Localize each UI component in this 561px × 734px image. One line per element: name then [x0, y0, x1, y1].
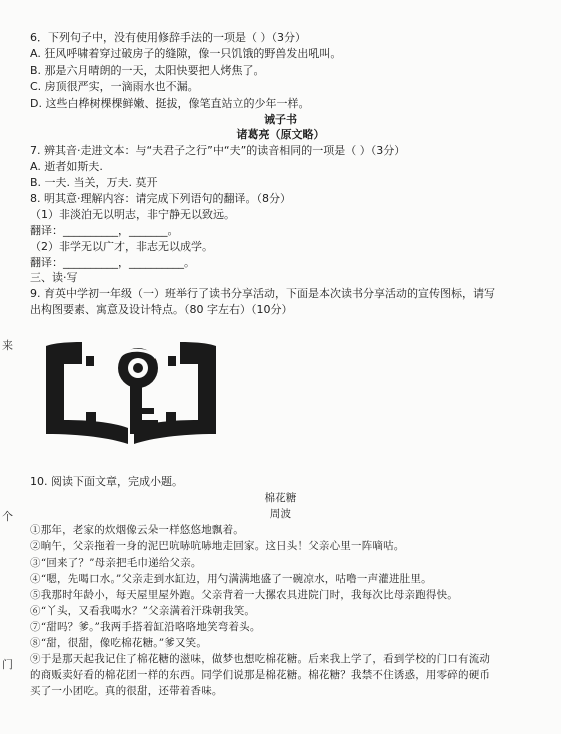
q6-option-b: B. 那是六月晴朗的一天，太阳快要把人烤焦了。 — [30, 64, 265, 77]
q8-sentence-2: （2）非学无以广才，非志无以成学。 — [30, 240, 213, 253]
passage-title: 诫子书 — [264, 113, 297, 126]
q10-stem: 10. 阅读下面文章，完成小题。 — [30, 475, 183, 488]
story-title: 棉花糖 — [264, 492, 297, 504]
q8-stem: 8. 明其意·理解内容：请完成下列语句的翻译。（8分） — [30, 192, 291, 205]
q8-sentence-1: （1）非淡泊无以明志，非宁静无以致远。 — [30, 208, 235, 221]
story-paragraph: 的商贩卖好看的棉花团一样的东西。同学们说那是棉花糖。棉花糖？我禁不住诱惑，用零碎的硬币 — [30, 669, 491, 681]
q7-option-b: B. 一夫. 当关，万夫. 莫开 — [30, 176, 158, 189]
section-heading: 三、读·写 — [30, 271, 78, 284]
margin-char-1: 来 — [2, 339, 13, 352]
story-paragraph: ⑧“甜，很甜，像吃棉花糖。”爹又笑。 — [30, 637, 208, 649]
passage-author: 诸葛亮（原文略） — [236, 128, 325, 141]
q6-stem: 6．下列句子中，没有使用修辞手法的一项是（ ）（3分） — [30, 31, 306, 44]
story-paragraph: ②晌午，父亲拖着一身的泥巴吭哧吭哧地走回家。这日头！父亲心里一阵嘀咕。 — [30, 540, 405, 552]
q8-translation-2: 翻译：__________，__________。 — [30, 256, 195, 269]
margin-char-3: 门 — [2, 658, 13, 671]
q9-stem-line1: 9. 育英中学初一年级（一）班举行了读书分享活动，下面是本次读书分享活动的宣传图标，请写 — [30, 287, 495, 300]
q7-option-a: A. 逝者如斯夫. — [30, 160, 103, 173]
q6-option-d: D. 这些白桦树棵棵鲜嫩、挺拔，像笔直站立的少年一样。 — [30, 97, 310, 110]
q6-option-c: C. 房顶很严实，一滴雨水也不漏。 — [30, 80, 199, 93]
margin-char-2: 个 — [2, 510, 13, 523]
story-paragraph: 买了一小团吃。真的很甜，还带着香味。 — [30, 685, 223, 697]
q9-stem-line2: 出构图要素、寓意及设计特点。（80 字左右）（10分） — [30, 303, 293, 316]
q7-stem: 7. 辨其音·走进文本：与“夫君子之行”中“夫”的读音相同的一项是（ ）（3分） — [30, 144, 406, 157]
story-paragraph: ⑦“甜吗？爹。”我两手搭着缸沿咯咯地笑弯着头。 — [30, 621, 261, 633]
book-key-logo-icon — [42, 328, 220, 446]
story-author: 周波 — [269, 508, 292, 520]
story-paragraph: ③“回来了？”母亲把毛巾递给父亲。 — [30, 557, 202, 569]
story-paragraph: ⑥“丫头，又看我喝水？”父亲满着汗珠朝我笑。 — [30, 605, 256, 617]
story-paragraph: ⑨于是那天起我记住了棉花糖的滋味，做梦也想吃棉花糖。后来我上学了，看到学校的门口有流动 — [30, 653, 491, 665]
story-paragraph: ④“嗯，先喝口水。”父亲走到水缸边，用勺满满地盛了一碗凉水，咕噜一声灌进肚里。 — [30, 573, 432, 585]
story-paragraph: ①那年，老家的炊烟像云朵一样悠悠地飘着。 — [30, 524, 244, 536]
q8-translation-1: 翻译：__________，_______。 — [30, 224, 179, 237]
q6-option-a: A. 狂风呼啸着穿过破房子的缝隙，像一只饥饿的野兽发出吼叫。 — [30, 47, 342, 60]
story-paragraph: ⑤我那时年龄小，每天屋里屋外跑。父亲背着一大摞农具进院门时，我每次比母亲跑得快。 — [30, 589, 458, 601]
